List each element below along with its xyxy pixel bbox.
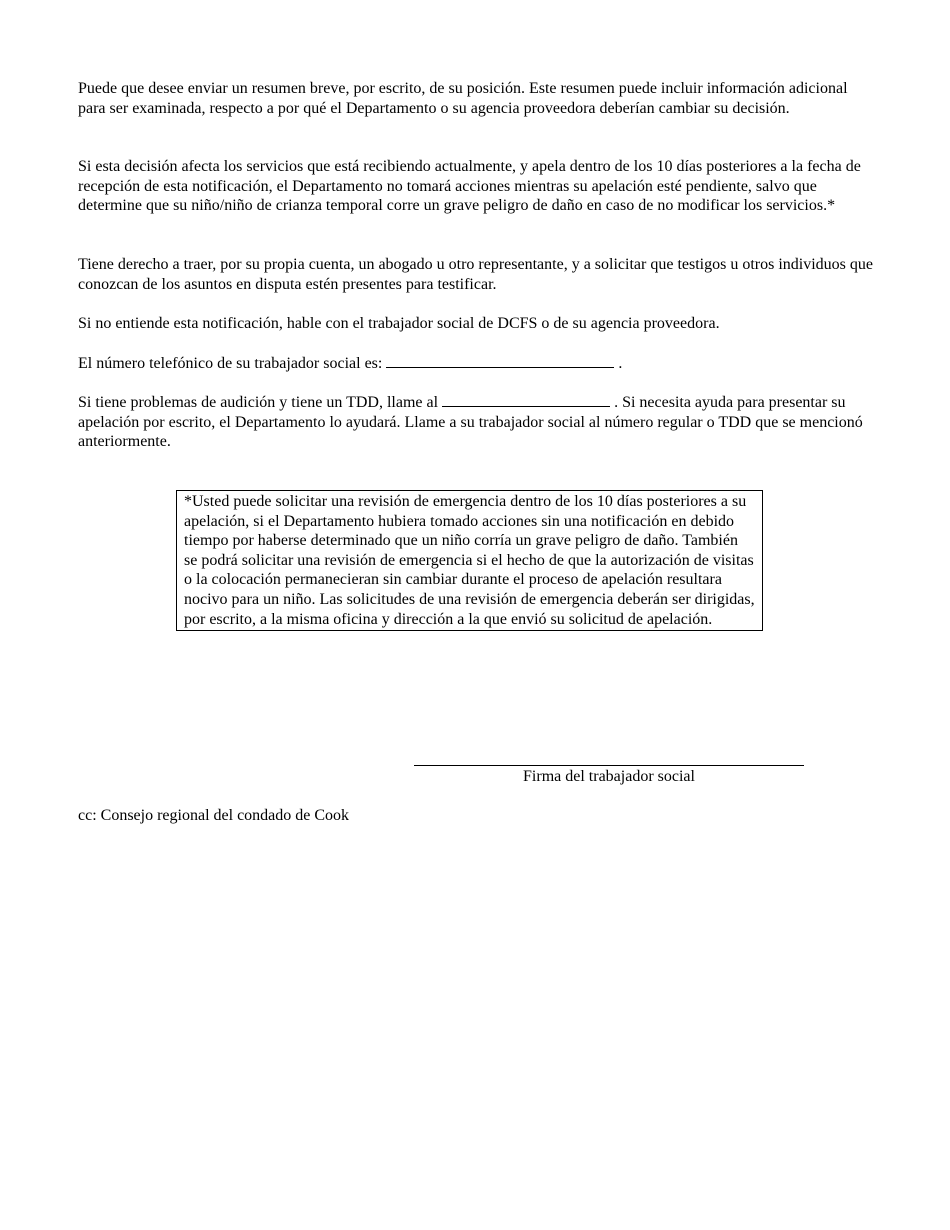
understand-paragraph: Si no entiende esta notificación, hable con el trabajador social de DCFS o de su agencia proveedora. [78,315,720,332]
phone-number-blank[interactable] [386,353,614,368]
tdd-number-blank[interactable] [442,392,610,407]
tdd-suffix: . Si necesita ayuda para presentar su apelación por escrito, el Departamento lo ayudará. Llame a su trabajador social al número regular o TDD que se mencionó anteriormente. [78,394,863,451]
phone-suffix: . [618,355,623,372]
signature-line[interactable] [414,765,804,766]
phone-prefix: El número telefónico de su trabajador social es: [78,355,383,372]
rights-paragraph: Tiene derecho a traer, por su propia cuenta, un abogado u otro representante, y a solicitar que testigos u otros individuos que conozcan de los asuntos en disputa estén presentes para testificar. [78,256,873,293]
tdd-prefix: Si tiene problemas de audición y tiene un TDD, llame al [78,394,439,411]
phone-paragraph [78,353,878,374]
tdd-paragraph [78,392,878,452]
signature-label: Firma del trabajador social [523,768,695,785]
cc-line: cc: Consejo regional del condado de Cook [78,807,350,824]
summary-paragraph: Puede que desee enviar un resumen breve, por escrito, de su posición. Este resumen puede incluir información adicional para ser examinada, respecto a por qué el Departamento o su agencia proveedora deberían cambiar su decisión. [78,80,848,117]
emergency-review-note: *Usted puede solicitar una revisión de emergencia dentro de los 10 días posteriores a su apelación, si el Departamento hubiera tomado acciones sin una notificación en debido tiempo por haberse determinado que un niño corría un grave peligro de daño. También se podrá solicitar una revisión de emergencia si el hecho de que la autorización de visitas o la colocación permanecieran sin cambiar durante el proceso de apelación resultara nocivo para un niño. Las solicitudes de una revisión de emergencia deberán ser dirigidas, por escrito, a la misma oficina y dirección a la que envió su solicitud de apelación. [176,490,763,631]
services-paragraph: Si esta decisión afecta los servicios que está recibiendo actualmente, y apela dentro de los 10 días posteriores a la fecha de recepción de esta notificación, el Departamento no tomará acciones mientras su apelación esté pendiente, salvo que determine que su niño/niño de crianza temporal corre un grave peligro de daño en caso de no modificar los servicios.* [78,158,861,215]
